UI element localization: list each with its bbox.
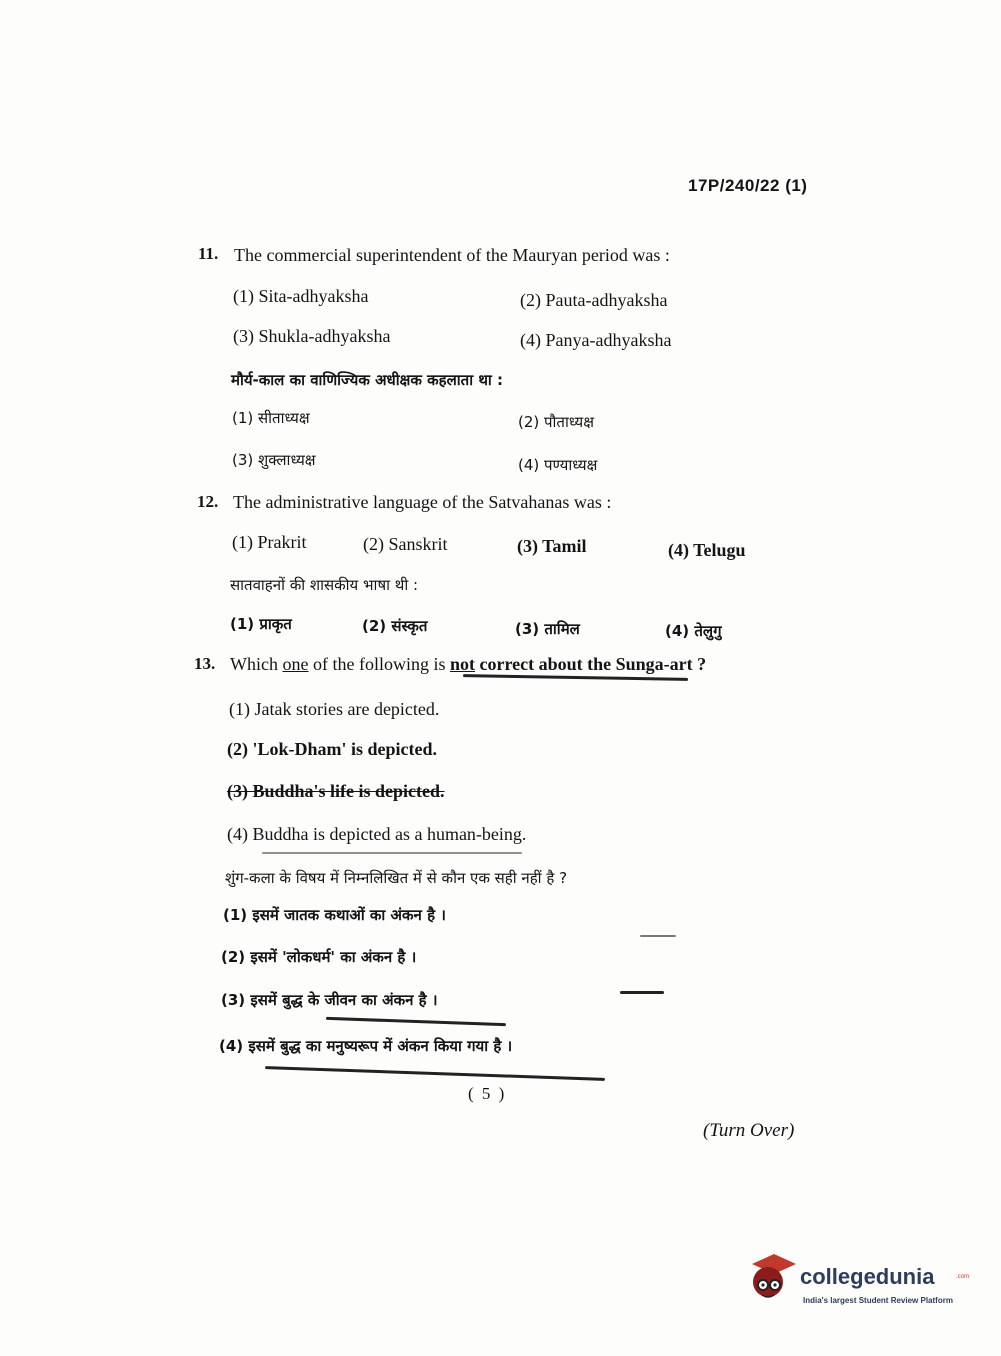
q13-hindi-option-2: (2) इसमें 'लोकधर्म' का अंकन है । [221, 948, 417, 966]
q13-hindi-option-3: (3) इसमें बुद्ध के जीवन का अंकन है । [221, 991, 438, 1009]
q13-text-emphasis-one: one [282, 654, 309, 674]
q11-hindi-option-1: (1) सीताध्यक्ष [232, 409, 310, 427]
q13-text-part-5: correct about the Sunga-art ? [475, 654, 707, 674]
pen-underline-mark [265, 1066, 605, 1081]
q11-hindi-option-2: (2) पौताध्यक्ष [518, 413, 594, 431]
q11-option-1: (1) Sita-adhyaksha [233, 286, 369, 306]
q12-hindi-option-3: (3) तामिल [515, 620, 580, 638]
q13-option-4: (4) Buddha is depicted as a human-being. [227, 824, 527, 844]
q13-option-1: (1) Jatak stories are depicted. [229, 699, 440, 719]
q12-option-3: (3) Tamil [517, 536, 587, 556]
q11-option-3: (3) Shukla-adhyaksha [233, 326, 391, 346]
q13-hindi-option-4: (4) इसमें बुद्ध का मनुष्यरूप में अंकन किया गया है । [219, 1037, 513, 1055]
pen-stroke-mark [640, 935, 676, 937]
q11-option-4: (4) Panya-adhyaksha [520, 330, 672, 350]
q12-option-4: (4) Telugu [668, 540, 746, 560]
watermark-tagline: India's largest Student Review Platform [803, 1296, 953, 1305]
q11-hindi-option-3: (3) शुक्लाध्यक्ष [232, 451, 316, 469]
q13-text-emphasis-not: not [449, 654, 475, 674]
q11-option-2: (2) Pauta-adhyaksha [520, 290, 668, 310]
q13-text-part-1: Which [230, 654, 283, 674]
q12-hindi-option-1: (1) प्राकृत [230, 615, 292, 633]
paper-code: 17P/240/22 (1) [688, 176, 808, 195]
q12-text: The administrative language of the Satvahanas was : [233, 492, 612, 512]
pen-underline-mark [326, 1017, 506, 1026]
q12-hindi-text: सातवाहनों की शासकीय भाषा थी : [230, 576, 419, 594]
q13-option-2: (2) 'Lok-Dham' is depicted. [227, 739, 438, 759]
pen-underline-mark [262, 852, 522, 854]
q11-number: 11. [198, 244, 219, 263]
student-mascot-icon [744, 1252, 796, 1304]
watermark-brand: collegedunia [800, 1264, 935, 1289]
q13-text [230, 654, 706, 675]
q13-option-3: (3) Buddha's life is depicted. [227, 781, 445, 801]
q12-hindi-option-4: (4) तेलुगु [665, 622, 722, 640]
pen-underline-mark [463, 674, 688, 681]
pen-stroke-mark [620, 991, 664, 994]
q12-number: 12. [197, 492, 219, 511]
q11-text: The commercial superintendent of the Mauryan period was : [234, 245, 670, 265]
q11-hindi-option-4: (4) पण्याध्यक्ष [518, 456, 598, 474]
q11-hindi-text: मौर्य-काल का वाणिज्यिक अधीक्षक कहलाता था : [231, 371, 504, 389]
q13-number: 13. [194, 654, 216, 673]
q12-option-2: (2) Sanskrit [363, 534, 448, 554]
q12-hindi-option-2: (2) संस्कृत [362, 617, 428, 635]
watermark-suffix: .com [956, 1274, 970, 1280]
page-number: ( 5 ) [468, 1084, 507, 1103]
turn-over-label: (Turn Over) [703, 1120, 795, 1141]
q13-hindi-option-1: (1) इसमें जातक कथाओं का अंकन है । [223, 906, 446, 924]
q13-text-part-3: of the following is [308, 654, 450, 674]
q12-option-1: (1) Prakrit [232, 532, 307, 552]
q13-hindi-text: शुंग-कला के विषय में निम्नलिखित में से कौन एक सही नहीं है ? [225, 869, 568, 887]
